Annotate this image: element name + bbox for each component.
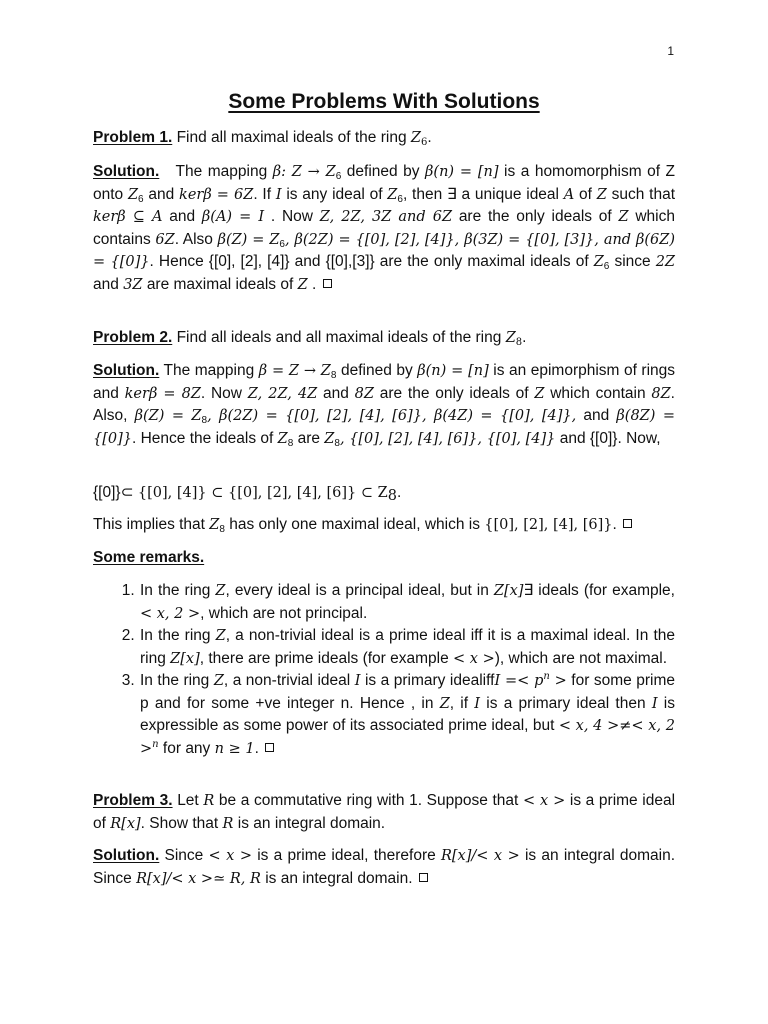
problem-1-text: Find all maximal ideals of the ring xyxy=(176,129,407,146)
remark-2: 2. In the ring Z, a non-trivial ideal is a prime ideal iff it is a maximal ideal. In the ring Z[x], there are prime ideals (for example < x >), which are not maximal. xyxy=(139,625,675,670)
solution-3: Solution. Since < x > is a prime ideal, therefore R[x]/< x > is an integral domain. Since R[x]/< x >≃ R, R is an integral domain. xyxy=(93,847,676,887)
solution-2-label: Solution. xyxy=(93,362,160,379)
solution-3-label: Solution. xyxy=(93,847,160,864)
page-title: Some Problems With Solutions xyxy=(228,90,540,113)
problem-1: Problem 1. Find all maximal ideals of the ring $Z_6$. xyxy=(93,129,432,148)
qed-box-icon xyxy=(419,873,428,882)
problem-1-ring: $Z_6$ xyxy=(410,130,428,148)
ideal-chain: {[0]}⊂ {[0], [4]} ⊂ {[0], [2], [4], [6]} ⊂ $Z_8$. xyxy=(93,484,402,504)
remarks-heading: Some remarks. xyxy=(93,549,205,566)
qed-box-icon xyxy=(323,279,332,288)
remarks-list xyxy=(93,580,675,760)
implication: This implies that $Z_8$ has only one maximal ideal, which is {[0], [2], [4], [6]}. xyxy=(93,514,675,537)
remark-3: 3. In the ring Z, a non-trivial ideal I is a primary idealiffI =< $p^n$ > for some prime p and for some +ve integer n. Hence , in Z, if I is a primary ideal then I is expressible as some power of its associated prime ideal, but < x, 4 >≠< x, 2 >$^n$ for any n ≥ 1. xyxy=(139,670,675,760)
problem-1-label: Problem 1. xyxy=(93,129,173,146)
problem-2: Problem 2. Find all ideals and all maximal ideals of the ring $Z_8$. xyxy=(93,329,527,348)
qed-box-icon xyxy=(623,519,632,528)
solution-2: Solution. The mapping $\beta = Z \to Z_8$ defined by β(n) = [n] is an epimorphism of rings and kerβ = 8Z. Now Z, 2Z, 4Z and 8Z are the only ideals of Z which contain 8Z. Also, $\beta(Z) = Z_8$, β(2Z) = {[0], [2], [4], [6]}, β(4Z) = {[0], [4]}, and β(8Z) = {[0]}. Hence the ideals of $Z_8$ are $Z_8$, {[0], [2], [4], [6]}, {[0], [4]} and {[0]}. Now, xyxy=(93,362,676,449)
problem-2-label: Problem 2. xyxy=(93,329,173,346)
solution-1-label: Solution. xyxy=(93,163,160,180)
page-number: 1 xyxy=(667,44,674,58)
problem-2-ring: $Z_8$ xyxy=(505,330,523,348)
qed-box-icon xyxy=(265,743,274,752)
solution-1: Solution. The mapping β: $Z \to Z_6$ defined by β(n) = [n] is a homomorphism of Z onto $Z_6$ and kerβ = 6Z. If I is any ideal of $Z_6$, then ∃ a unique ideal A of Z such that kerβ ⊆ A and β(A) = I . Now Z, 2Z, 3Z and 6Z are the only ideals of Z which contains 6Z. Also $\beta(Z) = Z_6$, β(2Z) = {[0], [2], [4]}, β(3Z) = {[0], [3]}, and β(6Z) = {[0]}. Hence {[0], [2], [4]} and {[0],[3]} are the only maximal ideals of $Z_6$ since 2Z and 3Z are maximal ideals of Z . xyxy=(93,163,676,293)
problem-3: Problem 3. Let R be a commutative ring with 1. Suppose that < x > is a prime ideal of R[x]. Show that R is an integral domain. xyxy=(93,792,676,832)
problem-2-text: Find all ideals and all maximal ideals of the ring xyxy=(176,329,502,346)
problem-3-label: Problem 3. xyxy=(93,792,173,809)
remark-1: 1. In the ring Z, every ideal is a principal ideal, but in Z[x]∃ ideals (for example, < x, 2 >, which are not principal. xyxy=(139,580,675,625)
